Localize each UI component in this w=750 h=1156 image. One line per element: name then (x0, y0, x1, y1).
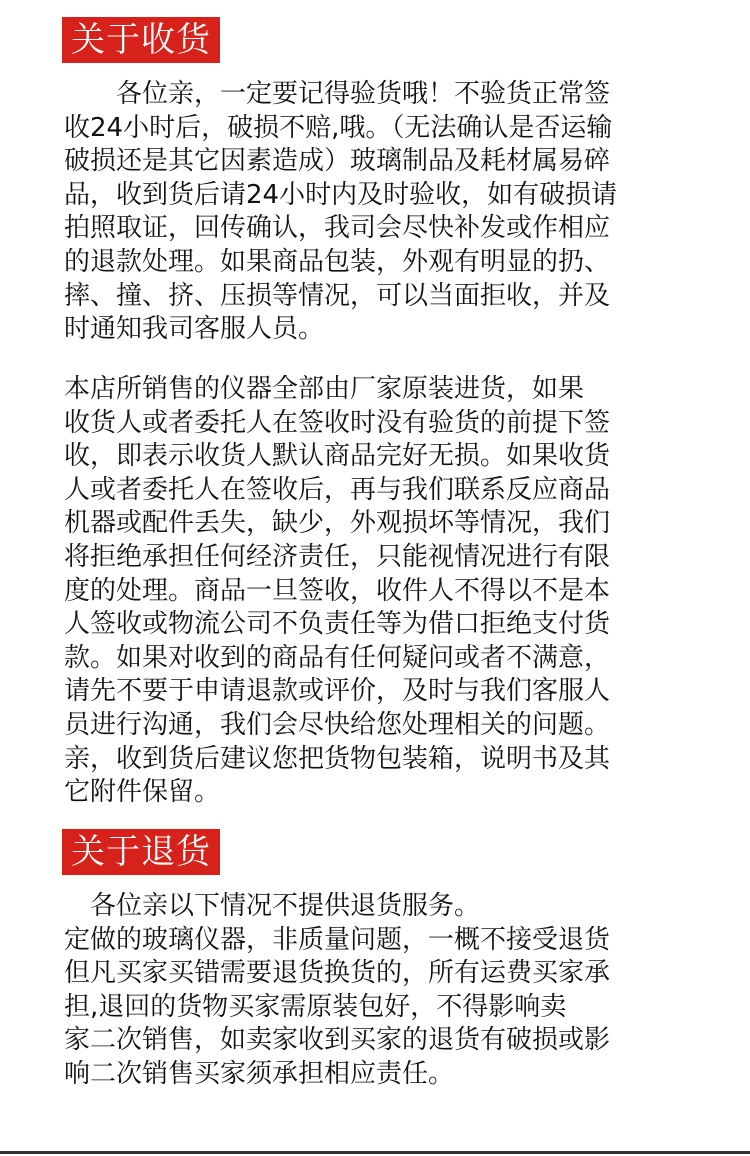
text-line: 各位亲以下情况不提供退货服务。 (64, 891, 481, 921)
section-title-returns: 关于退货 (62, 829, 220, 875)
text-line: 收货人或者委托人在签收时没有验货的前提下签 (64, 407, 611, 438)
text-line: 品，收到货后请24小时内及时验收，如有破损请 (64, 179, 618, 210)
receiving-paragraph-1 (64, 78, 704, 347)
text-line: 将拒绝承担任何经济责任，只能视情况进行有限 (64, 541, 611, 572)
text-line: 时通知我司客服人员。 (64, 314, 325, 345)
bottom-divider (0, 1151, 750, 1154)
text-line: 响二次销售买家须承担相应责任。 (64, 1058, 455, 1089)
returns-paragraph (64, 890, 704, 1092)
text-line: 拍照取证，回传确认，我司会尽快补发或作相应 (64, 213, 611, 244)
text-line: 收，即表示收货人默认商品完好无损。如果收货 (64, 441, 611, 472)
text-line: 的退款处理。如果商品包装，外观有明显的扔、 (64, 246, 611, 277)
receiving-paragraph-2 (64, 373, 704, 810)
text-line: 收24小时后，破损不赔,哦。（无法确认是否运输 (64, 112, 613, 143)
text-line: 担,退回的货物买家需原装包好，不得影响卖 (64, 991, 567, 1022)
text-line: 家二次销售，如卖家收到买家的退货有破损或影 (64, 1025, 611, 1056)
text-line: 机器或配件丢失，缺少，外观损坏等情况，我们 (64, 508, 611, 539)
text-line: 破损还是其它因素造成）玻璃制品及耗材属易碎 (64, 146, 611, 177)
text-line: 人签收或物流公司不负责任等为借口拒绝支付货 (64, 609, 611, 640)
text-line: 但凡买家买错需要退货换货的，所有运费买家承 (64, 958, 611, 989)
text-line: 人或者委托人在签收后，再与我们联系反应商品 (64, 474, 611, 505)
text-line: 亲，收到货后建议您把货物包装箱，说明书及其 (64, 743, 611, 774)
text-line: 定做的玻璃仪器，非质量问题，一概不接受退货 (64, 924, 611, 955)
text-line: 本店所销售的仪器全部由厂家原装进货，如果 (64, 374, 585, 404)
text-line: 摔、撞、挤、压损等情况，可以当面拒收，并及 (64, 280, 611, 311)
section-title-receiving: 关于收货 (62, 17, 220, 63)
text-line: 各位亲，一定要记得验货哦！不验货正常签 (64, 79, 611, 109)
text-line: 款。如果对收到的商品有任何疑问或者不满意， (64, 642, 611, 673)
text-line: 度的处理。商品一旦签收，收件人不得以不是本 (64, 575, 611, 606)
text-line: 它附件保留。 (64, 777, 221, 808)
text-line: 员进行沟通，我们会尽快给您处理相关的问题。 (64, 709, 611, 740)
text-line: 请先不要于申请退款或评价，及时与我们客服人 (64, 676, 611, 707)
